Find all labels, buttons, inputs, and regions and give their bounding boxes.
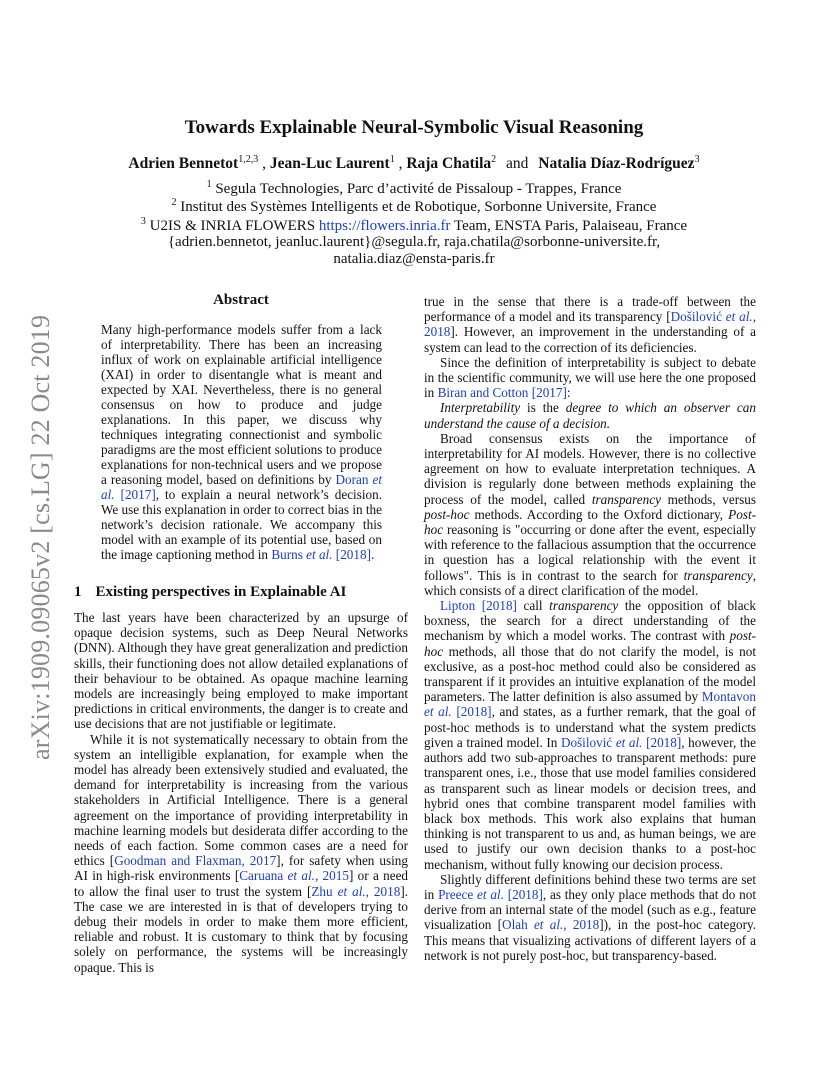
abstract-text: Many high-performance models suffer from a lack of interpretability. There has been an increasing influx of work on explainable artificial intelligence (XAI) in order to disentangle what is meant and expected by XAI. Nevertheless, there is no general consensus on how to produce and judge explanations. In this paper, we discuss why techniques integrating connectionist and symbolic paradigms are the most efficient solutions to produce explanations for non-technical users and we propose a reasoning model, based on definitions by (101, 322, 382, 487)
paragraph: While it is not systematically necessary to obtain from the system an intelligible explanation, for example when the model has already been extensively studied and evaluated, the demand for interpretability is increasing from the various stakeholders in Artificial Intelligence. There is a general agreement on the importance of providing interpretability in machine learning models but desiderata differ according to the needs of each faction. Some common cases are a need for ethics [Goodman and Flaxman, 2017], for safety when using AI in high-risk environments [Caruana et al., 2015] or a need to allow the final user to trust the system [Zhu et al., 2018]. The case we are interested in is that of developers trying to debug their models in order to make them more efficient, reliable and robust. It is customary to think that by focusing solely on performance, the systems will be increasingly opaque. This is (74, 731, 409, 975)
author-affil-sup: 3 (694, 154, 700, 165)
citation-link[interactable]: Zhu et al., 2018 (311, 883, 401, 899)
affil-text: U2IS & INRIA FLOWERS (149, 218, 316, 234)
paragraph: Since the definition of interpretability is subject to debate in the scientific community, we will use here the one proposed in Biran and Cotton [2017]: (424, 354, 756, 401)
abstract-text: . (370, 547, 375, 562)
author-affil-sup: 2 (491, 154, 497, 165)
affiliation-2 (0, 197, 828, 216)
citation-link[interactable]: Montavon et al. [2018] (424, 689, 756, 720)
citation-link[interactable]: Došilović et al., 2018 (424, 309, 757, 340)
affil-text: Team, ENSTA Paris, Palaiseau, France (453, 218, 688, 234)
section-heading (74, 584, 346, 601)
author-name: Natalia Díaz-Rodríguez (538, 155, 695, 173)
author-list: Adrien Bennetot$^{1,2,3}$ , Jean-Luc Laurent$^1$ , Raja Chatila$^2$ and Natalia Díaz-Rodríguez$^3$ (128, 154, 700, 173)
citation-link[interactable]: Burns et al. [2018] (271, 547, 371, 562)
citation-link[interactable]: Goodman and Flaxman, 2017 (114, 853, 277, 869)
authors-and: and (506, 155, 529, 173)
paragraph: true in the sense that there is a trade-off between the performance of a model and its transparency [Došilović et al., 2018]. However, an improvement in the understanding of a system can lead to the correction of its deficiencies. (424, 294, 757, 355)
paragraph: Broad consensus exists on the importance of interpretability for AI models. However, there is no collective agreement on how to evaluate interpretation techniques. A division is regularly done between methods explaining the process of the model, called transparency methods, versus post-hoc methods. According to the Oxford dictionary, Post-hoc reasoning is "occurring or done after the event, especially with reference to the fallacious assumption that the occurrence in question has a logical relationship with the event it follows". This is in contrast to the search for transparency, which consists of a direct clarification of the model. (424, 430, 756, 598)
abstract-text: , to explain a neural network’s decision. We use this explanation in order to correct bias in the network’s decision rationale. We accompany this model with an example of its potential use, based on the image captioning method in (101, 487, 382, 562)
author-name: Raja Chatila (406, 155, 492, 173)
citation-link[interactable]: Došilović et al. [2018] (560, 734, 682, 750)
affil-sup: 3 (140, 216, 146, 227)
section-title: Existing perspectives in Explainable AI (95, 584, 347, 600)
paragraph: The last years have been characterized by an upsurge of opaque decision systems, such as Deep Neural Networks (DNN). Although they have great generalization and prediction skills, their functioning does not allow detailed explanations of their behaviour to be obtained. As opaque machine learning models are increasingly being employed to make important predictions in critical environments, the danger is to create and use decisions that are not justifiable or legitimate. (74, 610, 408, 732)
arxiv-stamp (20, 290, 55, 760)
affil-text: Segula Technologies, Parc d’activité de Pissaloup - Trappes, France (215, 181, 622, 197)
affil-link[interactable]: https://flowers.inria.fr (318, 218, 451, 234)
paragraph: Slightly different definitions behind these two terms are set in Preece et al. [2018], as they only place methods that do not derive from an internal state of the model (such as e.g., feature visualization [Olah et al., 2018]), in the post-hoc category. This means that visualizing activations of different layers of a network is not purely post-hoc, but transparency-based. (424, 871, 757, 963)
abstract-body (101, 322, 382, 562)
citation-link[interactable]: Preece et al. [2018] (438, 886, 543, 902)
left-column-body (74, 610, 408, 975)
paragraph: Lipton [2018] call transparency the opposition of black boxness, the search for a direct understanding of the mechanism by which a model works. The contrast with post-hoc methods, all those that do not clarify the model, is not exclusive, as a post-hoc method could also be considered as transparent if it provides an intuitive explanation of the model parameters. The latter definition is also assumed by Montavon et al. [2018], and states, as a further remark, that the goal of post-hoc methods is to understand what the system predicts given a trained model. In Došilović et al. [2018], however, the authors add two sub-approaches to transparent methods: pure transparent ones, i.e., those that use model families considered as transparent such as linear models or decision trees, and hybrid ones that combine transparent model families with black box methods. This work also explains that human thinking is not transparent to us and, as human beings, we are used to justify our own decision thanks to a post-hoc mechanism, without fully knowing our decision process. (424, 598, 756, 872)
emails-line-1: {adrien.bennetot, jeanluc.laurent}@segula.fr, raja.chatila@sorbonne-universite.fr, (167, 234, 661, 250)
affil-sup: 1 (206, 179, 212, 190)
emails-line-2: natalia.diaz@ensta-paris.fr (333, 251, 495, 267)
citation-link[interactable]: Biran and Cotton [2017] (437, 385, 567, 401)
paper-title: Towards Explainable Neural-Symbolic Visual Reasoning (184, 117, 644, 138)
citation-link[interactable]: Doran et al. [2017] (101, 472, 382, 502)
author-name: Jean-Luc Laurent (269, 155, 390, 173)
author-name: Adrien Bennetot (128, 155, 239, 173)
affiliation-3 (0, 216, 828, 235)
author-affil-sup: 1 (389, 154, 395, 165)
definition: Interpretability is the degree to which an observer can understand the cause of a decision. (424, 400, 756, 431)
affiliation-1 (0, 179, 828, 198)
section-number: 1 (74, 584, 82, 600)
affil-sup: 2 (171, 197, 177, 208)
arxiv-id: arXiv:1909.09065v2 [cs.LG] 22 Oct 2019 (26, 314, 55, 760)
citation-link[interactable]: Olah et al., 2018 (502, 917, 600, 933)
abstract-heading: Abstract (213, 292, 269, 308)
right-column-body (424, 294, 756, 963)
citation-link[interactable]: Caruana et al., 2015 (239, 868, 349, 884)
author-affil-sup: 1,2,3 (238, 154, 259, 165)
affil-text: Institut des Systèmes Intelligents et de Robotique, Sorbonne Universite, France (180, 199, 657, 215)
citation-link[interactable]: Lipton [2018] (440, 598, 517, 614)
